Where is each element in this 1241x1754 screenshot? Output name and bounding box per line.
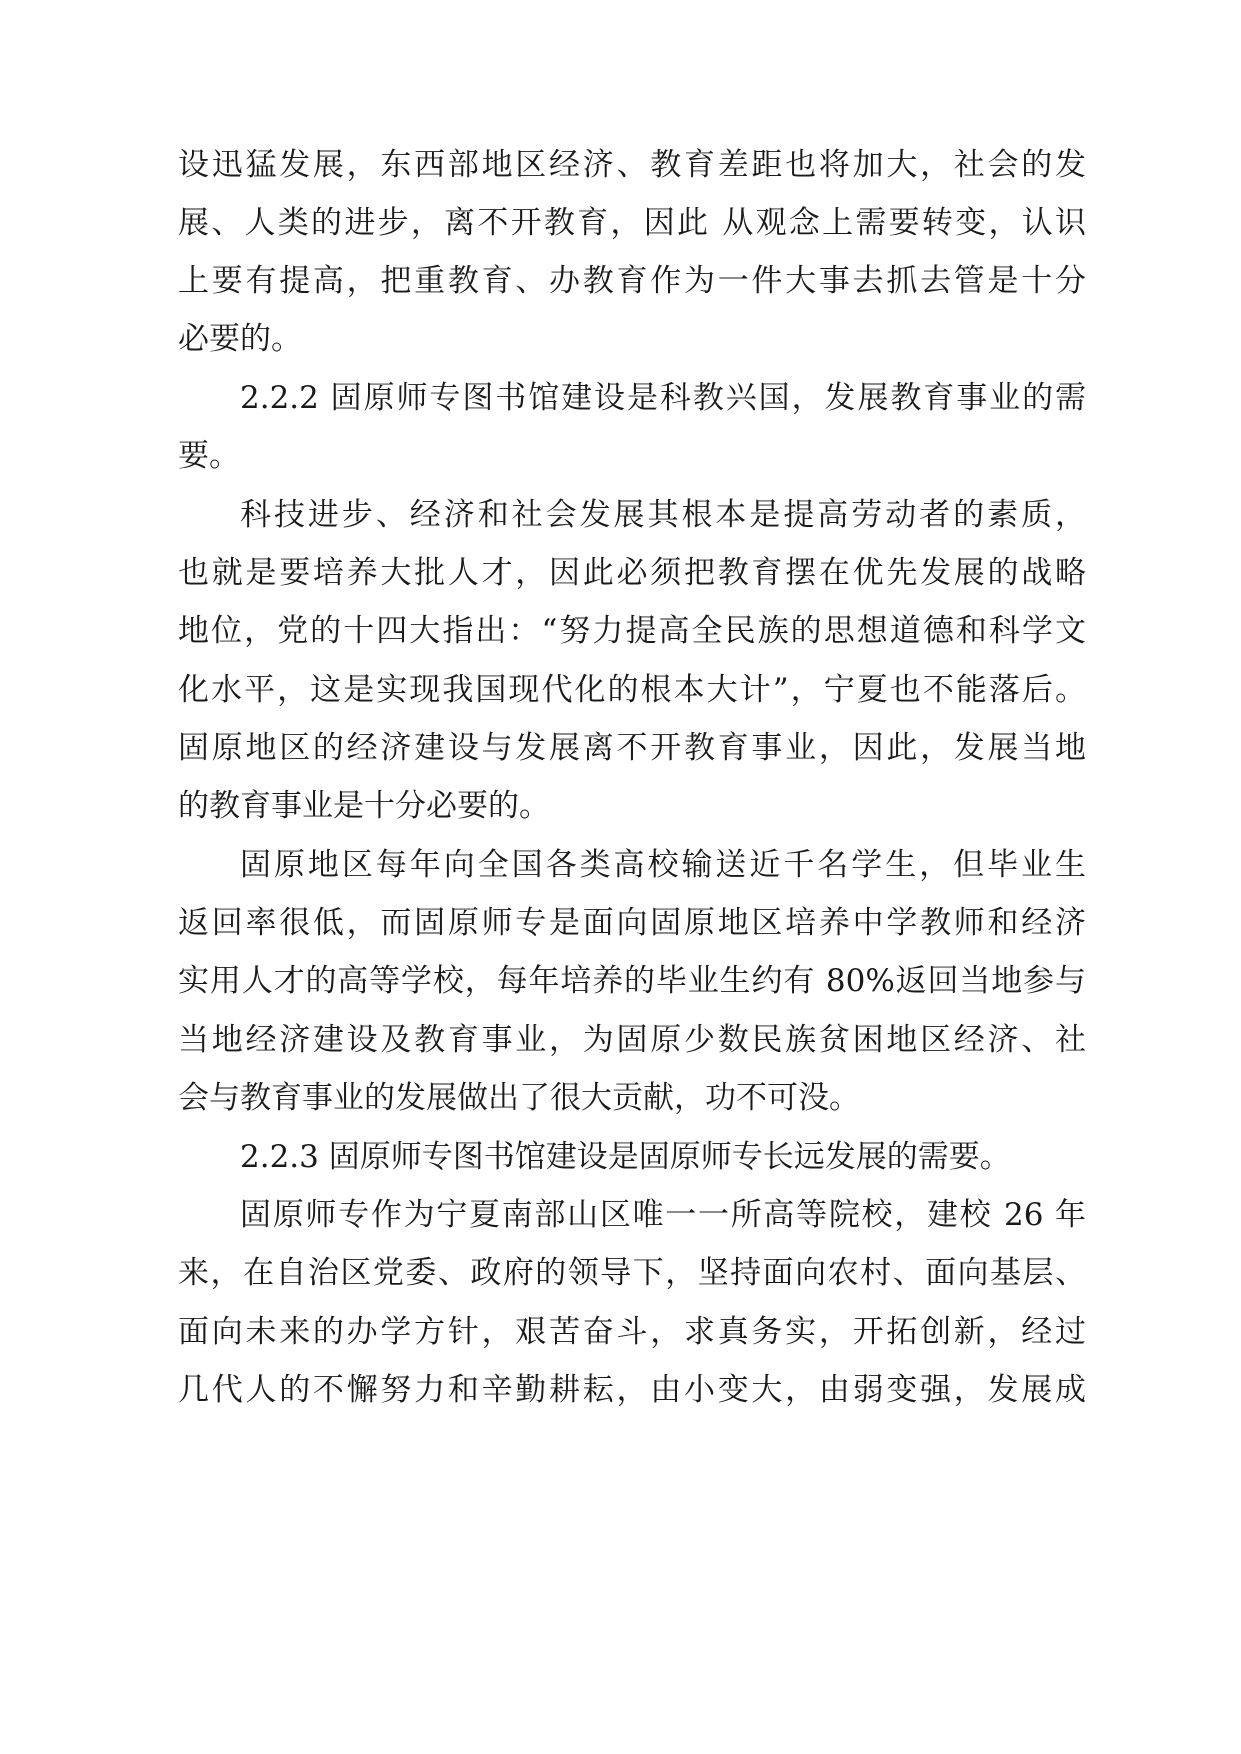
text-line: 实用人才的高等学校，每年培养的毕业生约有 80%返回当地参与 — [178, 963, 1086, 999]
text-line: 化水平，这是实现我国现代化的根本大计”，宁夏也不能落后。 — [178, 672, 1086, 708]
text-line: 几代人的不懈努力和辛勤耕耘，由小变大，由弱变强，发展成 — [178, 1372, 1086, 1408]
text-line: 面向未来的办学方针，艰苦奋斗，求真务实，开拓创新，经过 — [178, 1314, 1086, 1350]
text-line: 必要的。 — [178, 321, 302, 357]
text-line: 固原师专作为宁夏南部山区唯一一所高等院校，建校 26 年 — [240, 1197, 1086, 1233]
text-line: 设迅猛发展，东西部地区经济、教育差距也将加大，社会的发 — [178, 147, 1086, 183]
text-line: 科技进步、经济和社会发展其根本是提高劳动者的素质， — [240, 497, 1086, 533]
section-heading-2-2-3: 2.2.3 固原师专图书馆建设是固原师专长远发展的需要。 — [240, 1139, 1011, 1175]
text-line: 返回率很低，而固原师专是面向固原地区培养中学教师和经济 — [178, 905, 1086, 941]
text-line: 也就是要培养大批人才，因此必须把教育摆在优先发展的战略 — [178, 555, 1086, 591]
text-line: 来，在自治区党委、政府的领导下，坚持面向农村、面向基层、 — [178, 1255, 1086, 1291]
section-heading-2-2-2: 2.2.2 固原师专图书馆建设是科教兴国，发展教育事业的需 — [240, 380, 1086, 416]
text-line: 当地经济建设及教育事业，为固原少数民族贫困地区经济、社 — [178, 1022, 1086, 1058]
text-line: 上要有提高，把重教育、办教育作为一件大事去抓去管是十分 — [178, 263, 1086, 299]
text-line: 地位，党的十四大指出：“努力提高全民族的思想道德和科学文 — [178, 613, 1086, 649]
section-heading-2-2-2-continued: 要。 — [178, 438, 240, 474]
text-line: 会与教育事业的发展做出了很大贡献，功不可没。 — [178, 1080, 860, 1116]
text-line: 固原地区每年向全国各类高校输送近千名学生，但毕业生 — [240, 847, 1086, 883]
text-line: 的教育事业是十分必要的。 — [178, 788, 550, 824]
text-line: 固原地区的经济建设与发展离不开教育事业，因此，发展当地 — [178, 730, 1086, 766]
text-line: 展、人类的进步，离不开教育，因此 从观念上需要转变，认识 — [178, 205, 1086, 241]
